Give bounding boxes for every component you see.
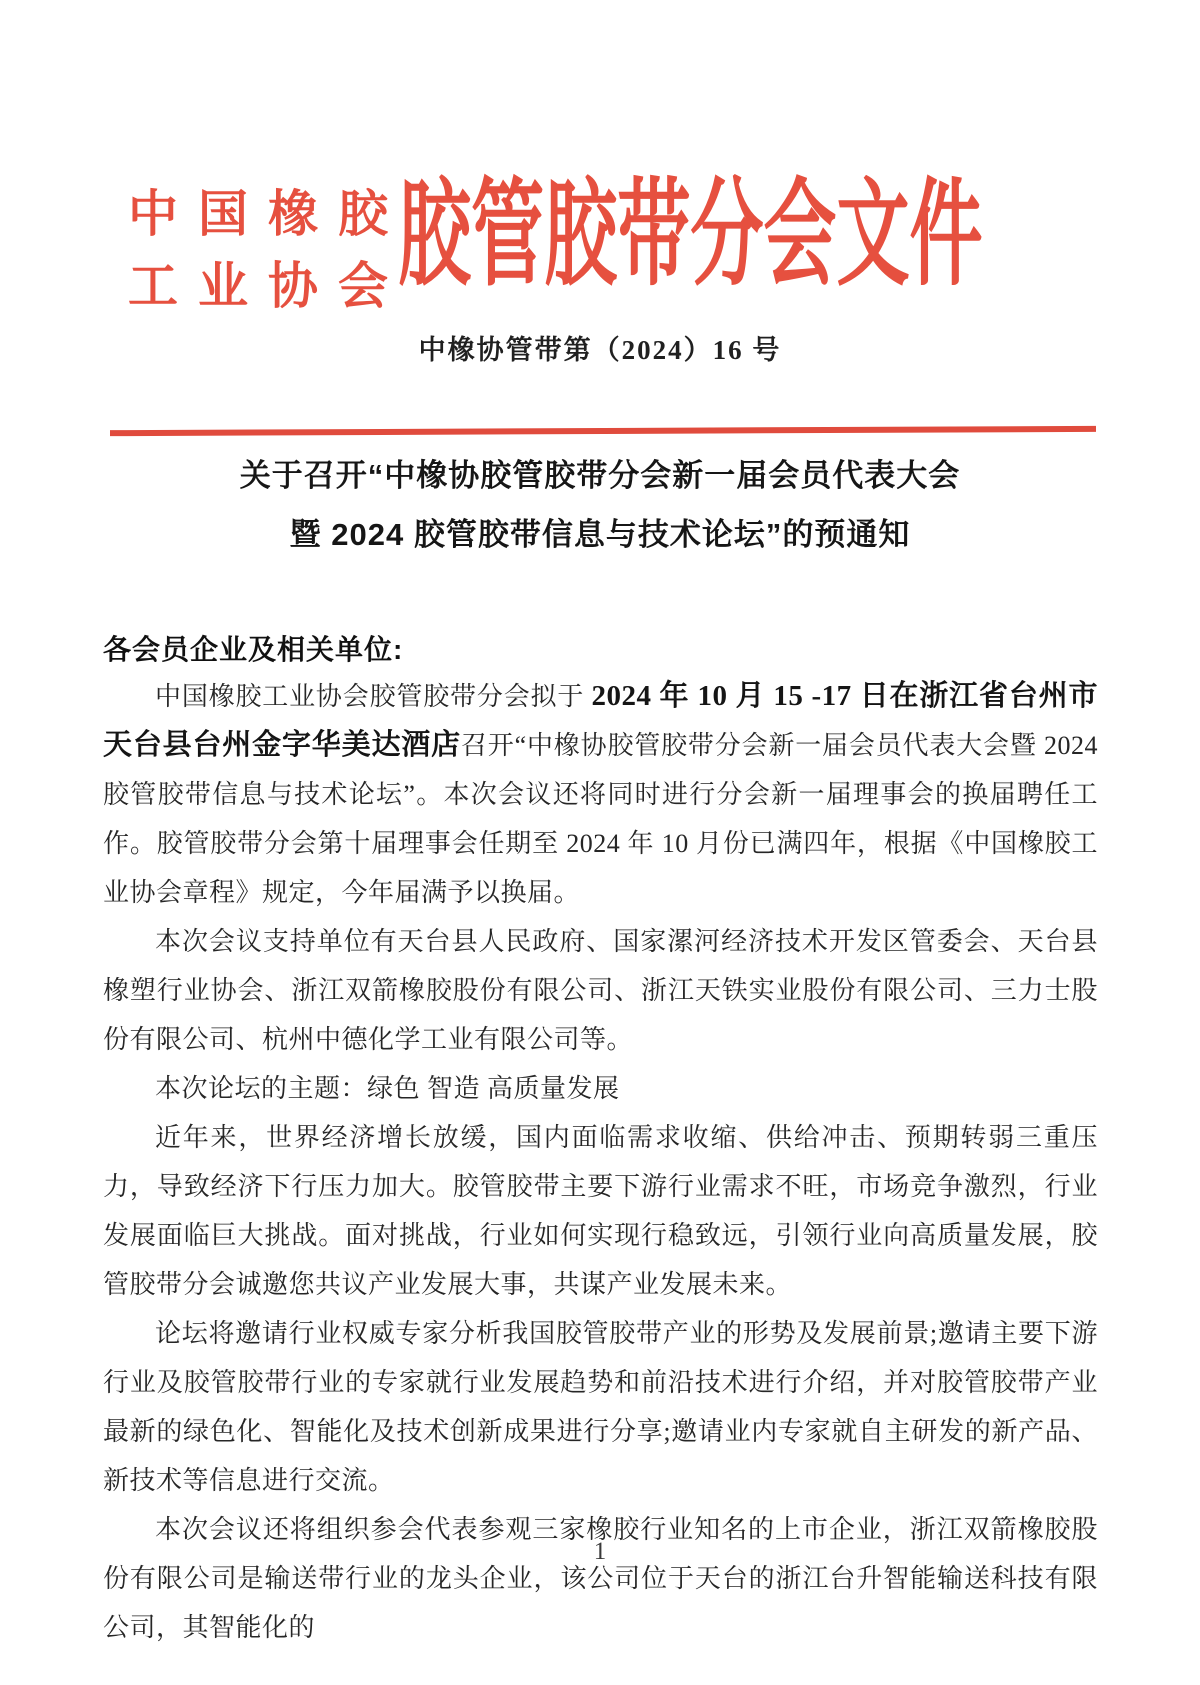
paragraph-run: 论坛将邀请行业权威专家分析我国胶管胶带产业的形势及发展前景;邀请主要下游行业及胶管胶带行业的专家就行业发展趋势和前沿技术进行介绍，并对胶管胶带产业最新的绿色化、智能化及技术创新成果进行分享;邀请业内专家就自主研发的新产品、新技术等信息进行交流。 (103, 1319, 1098, 1495)
paragraph-run: 召开“中橡协胶管胶带分会新一届会员代表大会暨 2024 胶管胶带信息与技术论坛”。本次会议还将同时进行分会新一届理事会的换届聘任工作。胶管胶带分会第十届理事会任期至 2024 年 10 月份已满四年，根据《中国橡胶工业协会章程》规定，今年届满予以换届。 (103, 731, 1098, 907)
paragraph (103, 672, 1098, 917)
salutation: 各会员企业及相关单位: (103, 634, 404, 665)
doc-title-line2: 暨 2024 胶管胶带信息与技术论坛”的预通知 (289, 517, 911, 552)
red-divider-line (110, 426, 1096, 436)
doc-number: 中橡协管带第（2024）16 号 (418, 335, 782, 365)
paragraph-run: 本次会议支持单位有天台县人民政府、国家漯河经济技术开发区管委会、天台县橡塑行业协会、浙江双箭橡胶股份有限公司、浙江天铁实业股份有限公司、三力士股份有限公司、杭州中德化学工业有限公司等。 (103, 927, 1098, 1054)
paragraph-run: 本次论坛的主题：绿色 智造 高质量发展 (155, 1074, 620, 1103)
paragraph-run-bold: 2024 年 10 月 15 -17 日在浙江省台州市天台县台州金字华美达酒店 (103, 680, 1098, 761)
page-number: 1 (593, 1538, 607, 1565)
paragraph (103, 1113, 1098, 1309)
org-name-line2: 工业协会 (128, 258, 408, 314)
paragraph-run: 本次会议还将组织参会代表参观三家橡胶行业知名的上市企业，浙江双箭橡胶股份有限公司是输送带行业的龙头企业，该公司位于天台的浙江台升智能输送科技有限公司，其智能化的 (103, 1515, 1098, 1642)
paragraph (103, 917, 1098, 1064)
paragraph-run: 中国橡胶工业协会胶管胶带分会拟于 (155, 682, 592, 711)
banner-title: 胶管胶带分会文件 (398, 172, 983, 300)
doc-title-line1: 关于召开“中橡协胶管胶带分会新一届会员代表大会 (239, 458, 961, 493)
doc-title (0, 446, 1200, 564)
paragraph (103, 1309, 1098, 1505)
body-text (103, 672, 1098, 1652)
paragraph-run: 近年来，世界经济增长放缓，国内面临需求收缩、供给冲击、预期转弱三重压力，导致经济下行压力加大。胶管胶带主要下游行业需求不旺，市场竞争激烈，行业发展面临巨大挑战。面对挑战，行业如何实现行稳致远，引领行业向高质量发展，胶管胶带分会诚邀您共议产业发展大事，共谋产业发展未来。 (103, 1123, 1098, 1299)
org-name (128, 178, 408, 322)
paragraph (103, 1505, 1098, 1652)
org-name-line1: 中国橡胶 (128, 186, 408, 242)
paragraph (103, 1064, 1098, 1113)
